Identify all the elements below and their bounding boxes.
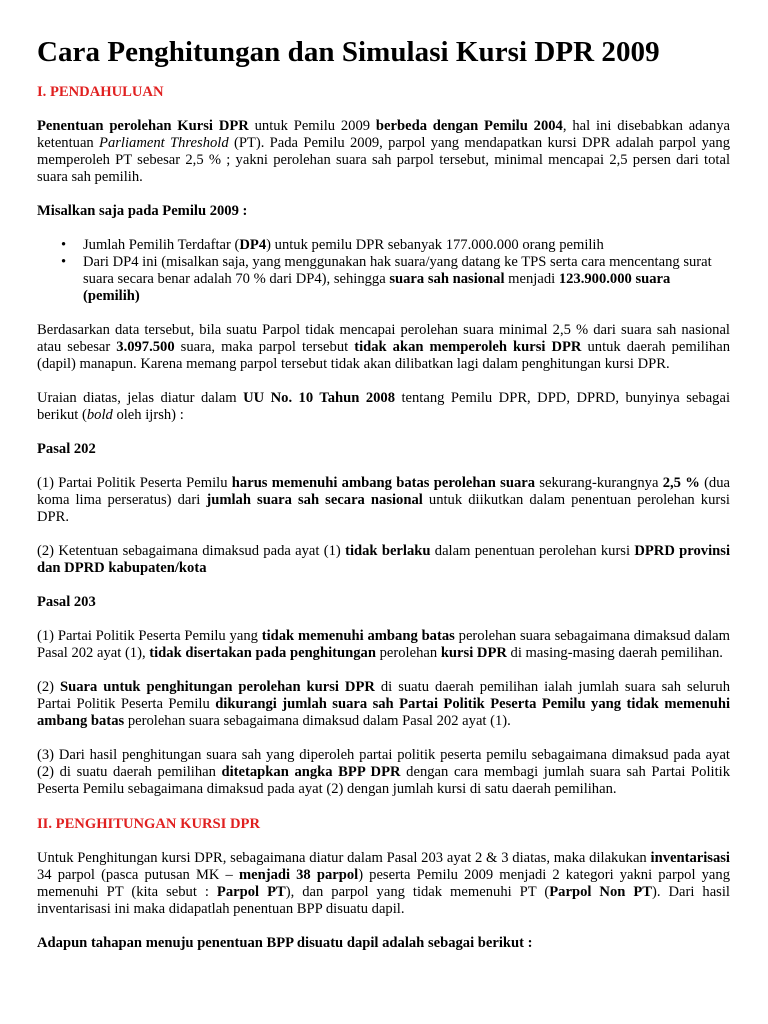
text-bold: Adapun tahapan menuju penentuan BPP disuatu dapil adalah sebagai berikut : <box>37 935 533 951</box>
text-bold: DP4 <box>239 237 267 253</box>
text-bold: jumlah suara sah secara nasional <box>206 492 423 508</box>
text-run: Berdasarkan data tersebut, bila suatu Parpol tidak mencapai perolehan suara minimal 2,5 % dari suara sah nasional atau sebesar <box>37 322 730 355</box>
document-title: Cara Penghitungan dan Simulasi Kursi DPR 2009 <box>37 36 660 68</box>
pasal-203-heading <box>37 594 730 611</box>
text-run: perolehan suara sebagaimana dimaksud dalam Pasal 202 ayat (1). <box>124 713 511 729</box>
text-run: Untuk Penghitungan kursi DPR, sebagaimana diatur dalam Pasal 203 ayat 2 & 3 diatas, maka dilakukan <box>37 850 651 866</box>
example-heading <box>37 203 730 220</box>
text-run: (1) Partai Politik Peserta Pemilu <box>37 475 232 491</box>
paragraph-intro <box>37 118 730 186</box>
text-run: dengan cara membagi jumlah suara sah Partai Politik Peserta Pemilu sebagaimana dimaksud pada ayat (2) dengan jumlah kursi di satu daerah pemilihan. <box>37 764 730 797</box>
text-run: perolehan <box>375 645 441 661</box>
text-run: ) untuk pemilu DPR sebanyak 177.000.000 orang pemilih <box>266 237 604 253</box>
text-bold: menjadi 38 parpol <box>238 867 359 883</box>
text-bold: suara sah nasional <box>389 271 505 287</box>
text-bold: Parpol PT <box>216 884 286 900</box>
text-run: (dua koma lima perseratus) dari <box>37 475 731 508</box>
text-bold: tidak akan memperoleh kursi DPR <box>354 339 582 355</box>
text-run: (2) <box>37 679 60 695</box>
text-run: dalam penentuan perolehan kursi <box>430 543 635 559</box>
text-run: (3) Dari hasil penghitungan suara sah yang diperoleh partai politik peserta pemilu sebagaimana dimaksud pada ayat (2) di suatu daerah pemilihan <box>37 747 730 780</box>
pasal-202-heading <box>37 441 730 458</box>
text-run: untuk diikutkan dalam penentuan perolehan kursi DPR. <box>37 492 730 525</box>
text-bold: tidak berlaku <box>345 543 431 559</box>
text-bold: Suara untuk penghitungan perolehan kursi DPR <box>59 679 375 695</box>
text-italic: Parliament Threshold <box>99 135 229 151</box>
text-run: ), dan parpol yang tidak memenuhi PT ( <box>285 884 550 900</box>
text-run: perolehan suara sebagaimana dimaksud dalam Pasal 202 ayat (1), <box>37 628 730 661</box>
text-run: di suatu daerah pemilihan ialah jumlah suara sah seluruh Partai Politik Peserta Pemilu <box>37 679 730 712</box>
text-run: , hal ini disebabkan adanya ketentuan <box>37 118 731 151</box>
example-list <box>37 237 730 305</box>
pasal-203-ayat-2 <box>37 679 730 730</box>
text-bold: tidak disertakan pada penghitungan <box>149 645 376 661</box>
section-heading-penghitungan: II. PENGHITUNGAN KURSI DPR <box>37 816 260 832</box>
text-bold: Penentuan perolehan Kursi DPR <box>37 118 249 134</box>
pasal-202-ayat-1 <box>37 475 730 526</box>
paragraph-threshold <box>37 322 730 373</box>
text-bold: 3.097.500 <box>116 339 175 355</box>
text-run: Jumlah Pemilih Terdaftar ( <box>83 237 240 253</box>
text-bold: 2,5 % <box>662 475 700 491</box>
bullet-icon: • <box>61 254 67 270</box>
text-bold: Pasal 202 <box>37 441 96 457</box>
text-run: (PT). Pada Pemilu 2009, parpol yang mendapatkan kursi DPR adalah parpol yang memperoleh PT sebesar 2,5 % ; yakni perolehan suara sah parpol tersebut, minimal mencapai 2,5 persen dari total suara sah pemilih. <box>37 135 730 185</box>
text-run: sekurang-kurangnya <box>535 475 663 491</box>
text-bold: harus memenuhi ambang batas perolehan suara <box>231 475 536 491</box>
paragraph-law-reference <box>37 390 730 424</box>
text-bold: Pasal 203 <box>37 594 96 610</box>
pasal-202-ayat-2 <box>37 543 730 577</box>
section-heading-pendahuluan: I. PENDAHULUAN <box>37 84 164 100</box>
text-run: di masing-masing daerah pemilihan. <box>506 645 723 661</box>
text-run: (2) Ketentuan sebagaimana dimaksud pada ayat (1) <box>37 543 346 559</box>
text-bold: dikurangi jumlah suara sah Partai Politik Peserta Pemilu yang tidak memenuhi ambang batas <box>37 696 730 729</box>
paragraph-inventarisasi <box>37 850 730 918</box>
text-bold: inventarisasi <box>650 850 730 866</box>
text-bold: berbeda dengan Pemilu 2004 <box>375 118 563 134</box>
text-run: ). Dari hasil inventarisasi ini maka didapatlah penentuan BPP disuatu dapil. <box>37 884 730 917</box>
text-bold: ditetapkan angka BPP DPR <box>221 764 401 780</box>
paragraph-tahapan <box>37 935 730 952</box>
text-run: untuk daerah pemilihan (dapil) manapun. Karena memang parpol tersebut tidak akan dilibatkan lagi dalam penghitungan kursi DPR. <box>37 339 730 372</box>
text-run: tentang Pemilu DPR, DPD, DPRD, bunyinya sebagai berikut ( <box>37 390 730 423</box>
text-bold: 123.900.000 suara (pemilih) <box>83 271 671 304</box>
text-run: Dari DP4 ini (misalkan saja, yang menggunakan hak suara/yang datang ke TPS serta cara mencentang surat suara secara benar adalah 70 % dari DP4), sehingga <box>83 254 712 287</box>
bullet-icon: • <box>61 237 67 253</box>
list-item <box>61 237 730 254</box>
text-run: untuk Pemilu 2009 <box>248 118 376 134</box>
text-run: menjadi <box>504 271 559 287</box>
pasal-203-ayat-3 <box>37 747 730 798</box>
text-run: Uraian diatas, jelas diatur dalam <box>37 390 244 406</box>
pasal-203-ayat-1 <box>37 628 730 662</box>
text-run: oleh ijrsh) : <box>112 407 184 423</box>
text-bold: Misalkan saja pada Pemilu 2009 : <box>37 203 248 219</box>
text-bold: Parpol Non PT <box>549 884 652 900</box>
text-run: (1) Partai Politik Peserta Pemilu yang <box>37 628 262 644</box>
list-item <box>61 254 730 305</box>
text-run: ) peserta Pemilu 2009 menjadi 2 kategori yakni parpol yang memenuhi PT (kita sebut : <box>37 867 730 900</box>
text-bold: UU No. 10 Tahun 2008 <box>243 390 396 406</box>
text-bold: kursi DPR <box>440 645 507 661</box>
text-run: 34 parpol (pasca putusan MK – <box>37 867 239 883</box>
text-bold: tidak memenuhi ambang batas <box>261 628 455 644</box>
text-run: suara, maka parpol tersebut <box>174 339 355 355</box>
text-italic: bold <box>86 407 113 423</box>
text-bold: DPRD provinsi dan DPRD kabupaten/kota <box>37 543 731 576</box>
